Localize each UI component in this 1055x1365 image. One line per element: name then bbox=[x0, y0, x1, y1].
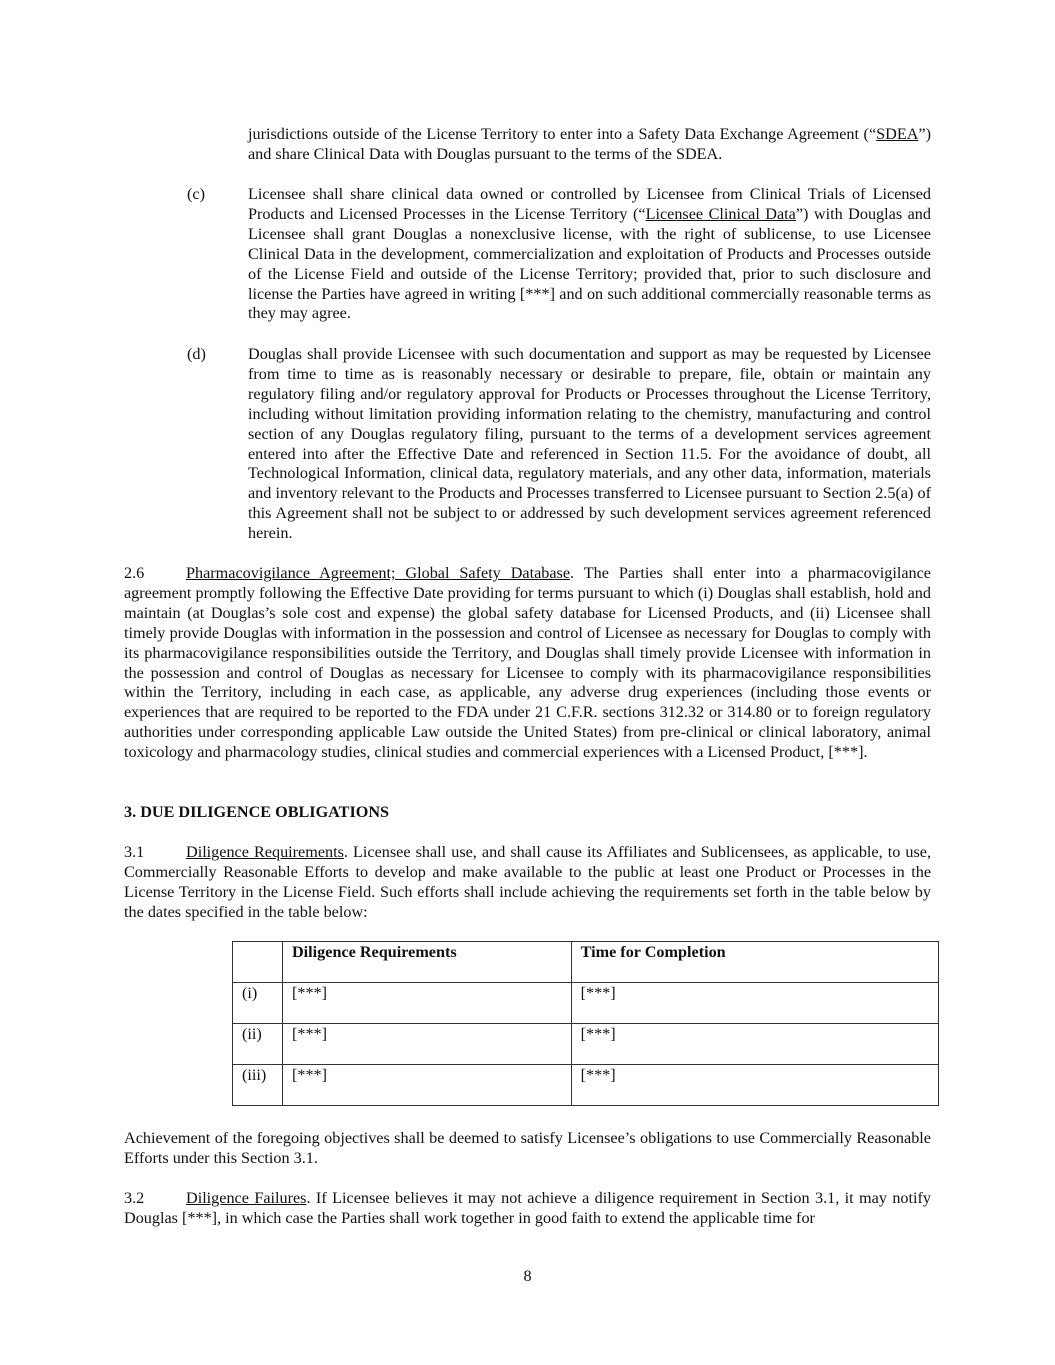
section-3-heading: 3. DUE DILIGENCE OBLIGATIONS bbox=[124, 803, 390, 821]
item-d-paragraph: Douglas shall provide Licensee with such documentation and support as may be requested by Licensee from time to time as is reasonably necessary or desirable to prepare, file, obtain or maintain any regulatory filing and/or regulatory approval for Products or Processes throughout the License Territory, including without limitation providing information relating to the chemistry, manufacturing and control section of any Douglas regulatory filing, pursuant to the terms of a development services agreement entered into after the Effective Date and referenced in Section 11.5. For the avoidance of doubt, all Technological Information, clinical data, regulatory materials, and any other data, information, materials and inventory relevant to the Products and Processes transferred to Licensee pursuant to Section 2.5(a) of this Agreement shall not be subject to or addressed by such development services agreement referenced herein. bbox=[248, 345, 931, 543]
table-row bbox=[233, 1024, 939, 1065]
table-cell: [***] bbox=[282, 1024, 571, 1065]
diligence-table bbox=[232, 941, 939, 1106]
section-3-2-paragraph: 3.2 Diligence Failures. If Licensee believes it may not achieve a diligence requirement in Section 3.1, it may notify Douglas [***], in which case the Parties shall work together in good faith to extend the applicable time for bbox=[124, 1189, 931, 1227]
table-cell: [***] bbox=[571, 983, 938, 1024]
item-c-label: (c) bbox=[187, 185, 205, 203]
table-row bbox=[233, 1065, 939, 1106]
section-3-1-title: Diligence Requirements bbox=[186, 843, 344, 861]
item-d-label: (d) bbox=[187, 345, 206, 363]
table-cell: [***] bbox=[571, 1024, 938, 1065]
section-3-2-title: Diligence Failures bbox=[186, 1189, 307, 1207]
item-c-paragraph: Licensee shall share clinical data owned or controlled by Licensee from Clinical Trials of Licensed Products and Licensed Processes in the License Territory (“Licensee Clinical Data”) with Douglas and Licensee shall grant Douglas a nonexclusive license, with the right of sublicense, to use Licensee Clinical Data in the development, commercialization and exploitation of Products and Processes outside of the License Field and outside of the License Territory; provided that, prior to such disclosure and license the Parties have agreed in writing [***] and on such additional commercially reasonable terms as they may agree. bbox=[248, 185, 931, 323]
table-row bbox=[233, 983, 939, 1024]
sdea-defined-term: SDEA bbox=[876, 125, 919, 143]
section-2-6-title: Pharmacovigilance Agreement; Global Safety Database bbox=[186, 564, 571, 582]
table-header-row bbox=[233, 942, 939, 983]
table-header-cell bbox=[233, 942, 283, 983]
achievement-paragraph: Achievement of the foregoing objectives shall be deemed to satisfy Licensee’s obligations to use Commercially Reasonable Efforts under this Section 3.1. bbox=[124, 1129, 931, 1167]
section-3-1-paragraph: 3.1 Diligence Requirements. Licensee shall use, and shall cause its Affiliates and Sublicensees, as applicable, to use, Commercially Reasonable Efforts to develop and make available to the public at least one Product or Processes in the License Territory in the License Field. Such efforts shall include achieving the requirements set forth in the table below by the dates specified in the table below: bbox=[124, 843, 931, 921]
table-header-cell: Diligence Requirements bbox=[282, 942, 571, 983]
table-header-cell: Time for Completion bbox=[571, 942, 938, 983]
table-cell: [***] bbox=[282, 1065, 571, 1106]
carryover-paragraph: jurisdictions outside of the License Territory to enter into a Safety Data Exchange Agreement (“SDEA”) and share Clinical Data with Douglas pursuant to the terms of the SDEA. bbox=[248, 125, 931, 163]
table-cell: [***] bbox=[571, 1065, 938, 1106]
section-2-6-paragraph: 2.6 Pharmacovigilance Agreement; Global Safety Database. The Parties shall enter into a pharmacovigilance agreement promptly following the Effective Date providing for terms pursuant to which (i) Douglas shall establish, hold and maintain (at Douglas’s sole cost and expense) the global safety database for Licensed Products, and (ii) Licensee shall timely provide Douglas with information in the possession and control of Licensee as necessary for Douglas to comply with its pharmacovigilance responsibilities outside the Territory, and Douglas shall timely provide Licensee with information in the possession and control of Douglas as necessary for Licensee to comply with its pharmacovigilance responsibilities within the Territory, including in each case, as applicable, any adverse drug experiences (including those events or experiences that are required to be reported to the FDA under 21 C.F.R. sections 312.32 or 314.80 or to foreign regulatory authorities under corresponding applicable Law outside the United States) from pre-clinical or clinical laboratory, animal toxicology and pharmacology studies, clinical studies and commercial experiences with a Licensed Product, [***]. bbox=[124, 564, 931, 762]
table-cell: (ii) bbox=[233, 1024, 283, 1065]
table-cell: (iii) bbox=[233, 1065, 283, 1106]
page-number: 8 bbox=[523, 1267, 532, 1285]
licensee-clinical-data-term: Licensee Clinical Data bbox=[645, 204, 796, 223]
table-cell: (i) bbox=[233, 983, 283, 1024]
table-cell: [***] bbox=[282, 983, 571, 1024]
